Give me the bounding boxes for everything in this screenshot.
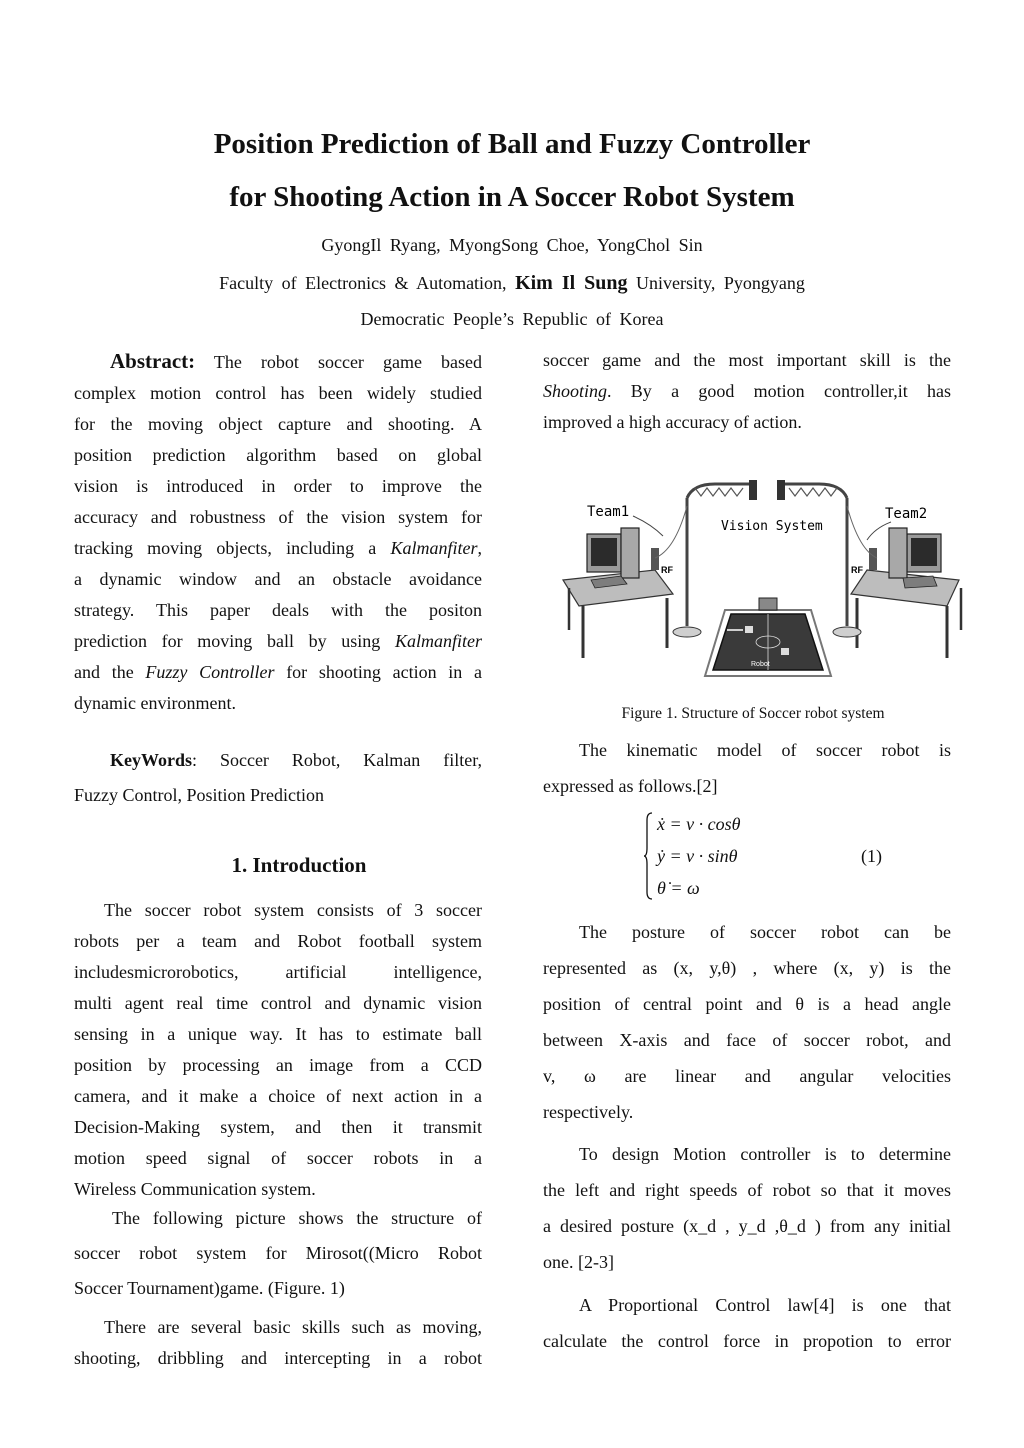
figure-caption: Figure 1. Structure of Soccer robot system	[621, 705, 885, 722]
cable-chain	[695, 488, 743, 496]
body-line: The posture of soccer robot can be	[579, 922, 951, 942]
body-line: between X-axis and face of soccer robot, and	[543, 1030, 951, 1050]
intro-line: robots per a team and Robot football system	[74, 931, 482, 951]
intro-line: The soccer robot system consists of 3 soccer	[104, 900, 482, 920]
paper-title-line-2: for Shooting Action in A Soccer Robot System	[229, 181, 795, 213]
abstract-line: dynamic environment.	[74, 693, 236, 713]
posture-paragraph	[543, 914, 951, 1130]
fuzzy-controller-term: Fuzzy Controller	[145, 662, 275, 682]
intro-paragraph-1	[74, 895, 482, 1205]
abstract	[74, 346, 482, 719]
rf-label-right: RF	[851, 565, 863, 575]
camera-left	[749, 480, 757, 500]
body-line: A Proportional Control law[4] is one that	[579, 1295, 951, 1315]
affiliation	[0, 272, 1024, 295]
monitor-screen	[591, 538, 617, 566]
kinematic-paragraph	[543, 732, 951, 804]
body-line: . By a good motion controller,it has	[607, 381, 951, 401]
rf-module-left	[651, 548, 659, 570]
intro-line: motion speed signal of soccer robots in a	[74, 1148, 482, 1168]
keywords	[74, 743, 482, 813]
intro-line: The following picture shows the structure of	[112, 1208, 482, 1228]
intro-line: sensing in a unique way. It has to estimate ball	[74, 1024, 482, 1044]
abstract-line: The robot soccer game based	[213, 352, 482, 372]
body-line: a desired posture (x_d , y_d ,θ_d ) from any initial	[543, 1216, 951, 1236]
intro-paragraph-2	[74, 1201, 482, 1306]
abstract-heading: Abstract:	[110, 349, 196, 373]
body-line: represented as (x, y,θ) , where (x, y) is the	[543, 958, 951, 978]
monitor-screen	[911, 538, 937, 566]
label-pointer	[867, 522, 891, 540]
intro-line: position by processing an image from a CCD	[74, 1055, 482, 1075]
intro-line: multi agent real time control and dynamic vision	[74, 993, 482, 1013]
intro-line: soccer robot system for Mirosot((Micro Robot	[74, 1243, 482, 1263]
body-line: expressed as follows.[2]	[543, 776, 718, 796]
intro-line: camera, and it make a choice of next action in a	[74, 1086, 482, 1106]
figure-soccer-robot-system	[555, 470, 975, 695]
body-line: position of central point and θ is a head angle	[543, 994, 951, 1014]
rf-label-left: RF	[661, 565, 673, 575]
gantry-base	[833, 627, 861, 637]
abstract-line: complex motion control has been widely studied	[74, 383, 482, 403]
body-line: one. [2-3]	[543, 1252, 614, 1272]
right-pc-tower	[889, 528, 907, 578]
equation-line: θ̇ = ω	[657, 878, 700, 898]
equation-number: (1)	[861, 846, 882, 866]
kalmanfiter-term: Kalmanfiter	[390, 538, 478, 558]
camera-right	[777, 480, 785, 500]
equation-1	[643, 810, 963, 905]
design-paragraph	[543, 1136, 951, 1280]
punctuation: ,	[477, 538, 483, 558]
body-line: The kinematic model of soccer robot is	[579, 740, 951, 760]
abstract-line: position prediction algorithm based on global	[74, 445, 482, 465]
vision-system-label: Vision System	[721, 519, 823, 534]
keywords-heading: KeyWords	[110, 750, 193, 770]
cable	[655, 506, 687, 558]
abstract-line: accuracy and robustness of the vision system for	[74, 507, 482, 527]
intro-line: shooting, dribbling and intercepting in a robot	[74, 1348, 482, 1368]
keywords-line: : Soccer Robot, Kalman filter,	[192, 750, 482, 770]
intro-line: includesmicrorobotics, artificial intelligence,	[74, 962, 482, 982]
affiliation-after: University, Pyongyang	[636, 273, 805, 293]
body-line: the left and right speeds of robot so that it moves	[543, 1180, 951, 1200]
intro-line: Soccer Tournament)game. (Figure. 1)	[74, 1278, 345, 1298]
left-table-top	[563, 570, 673, 606]
section-heading-introduction: 1. Introduction	[231, 853, 367, 877]
rf-module-right	[869, 548, 877, 570]
intro-line: There are several basic skills such as moving,	[104, 1317, 482, 1337]
abstract-line: prediction for moving ball by using	[74, 631, 381, 651]
intro-line: Decision-Making system, and then it transmit	[74, 1117, 482, 1137]
keywords-line: Fuzzy Control, Position Prediction	[74, 785, 324, 805]
abstract-line: and the	[74, 662, 134, 682]
body-line: soccer game and the most important skill is the	[543, 350, 951, 370]
team2-label: Team2	[885, 506, 928, 522]
abstract-line: vision is introduced in order to improve the	[74, 476, 482, 496]
abstract-line: for shooting action in a	[286, 662, 483, 682]
authors: GyongIl Ryang, MyongSong Choe, YongChol Sin	[321, 235, 703, 255]
shooting-term: Shooting	[543, 381, 608, 401]
robot-label: Robot	[751, 661, 770, 668]
field-goal-box	[759, 598, 777, 610]
equation-line: ẏ = v · sinθ	[657, 846, 738, 866]
intro-paragraph-3	[74, 1312, 482, 1374]
equation-line: ẋ = v · cosθ	[657, 814, 741, 834]
affiliation-before: Faculty of Electronics & Automation,	[219, 273, 507, 293]
body-line: respectively.	[543, 1102, 634, 1122]
cable-chain	[789, 488, 837, 496]
body-line: To design Motion controller is to determine	[579, 1144, 951, 1164]
left-pc-tower	[621, 528, 639, 578]
abstract-line: strategy. This paper deals with the positon	[74, 600, 482, 620]
gantry-base	[673, 627, 701, 637]
keyboard	[903, 576, 937, 588]
kalmanfiter-term: Kalmanfiter	[394, 631, 482, 651]
equation-brace	[643, 812, 653, 900]
right-continuation	[543, 345, 951, 438]
robot	[745, 626, 753, 633]
country: Democratic People’s Republic of Korea	[360, 309, 664, 329]
paper-title-line-1: Position Prediction of Ball and Fuzzy Controller	[213, 128, 811, 160]
body-line: v, ω are linear and angular velocities	[543, 1066, 951, 1086]
team1-label: Team1	[587, 504, 630, 520]
intro-line: Wireless Communication system.	[74, 1179, 316, 1199]
abstract-line: a dynamic window and an obstacle avoidance	[74, 569, 482, 589]
abstract-line: for the moving object capture and shooting. A	[74, 414, 482, 434]
body-line: calculate the control force in propotion to error	[543, 1331, 951, 1351]
robot	[781, 648, 789, 655]
proportional-paragraph	[543, 1287, 951, 1359]
abstract-line: tracking moving objects, including a	[74, 538, 377, 558]
body-line: improved a high accuracy of action.	[543, 412, 802, 432]
university-name: Kim Il Sung	[515, 272, 628, 294]
